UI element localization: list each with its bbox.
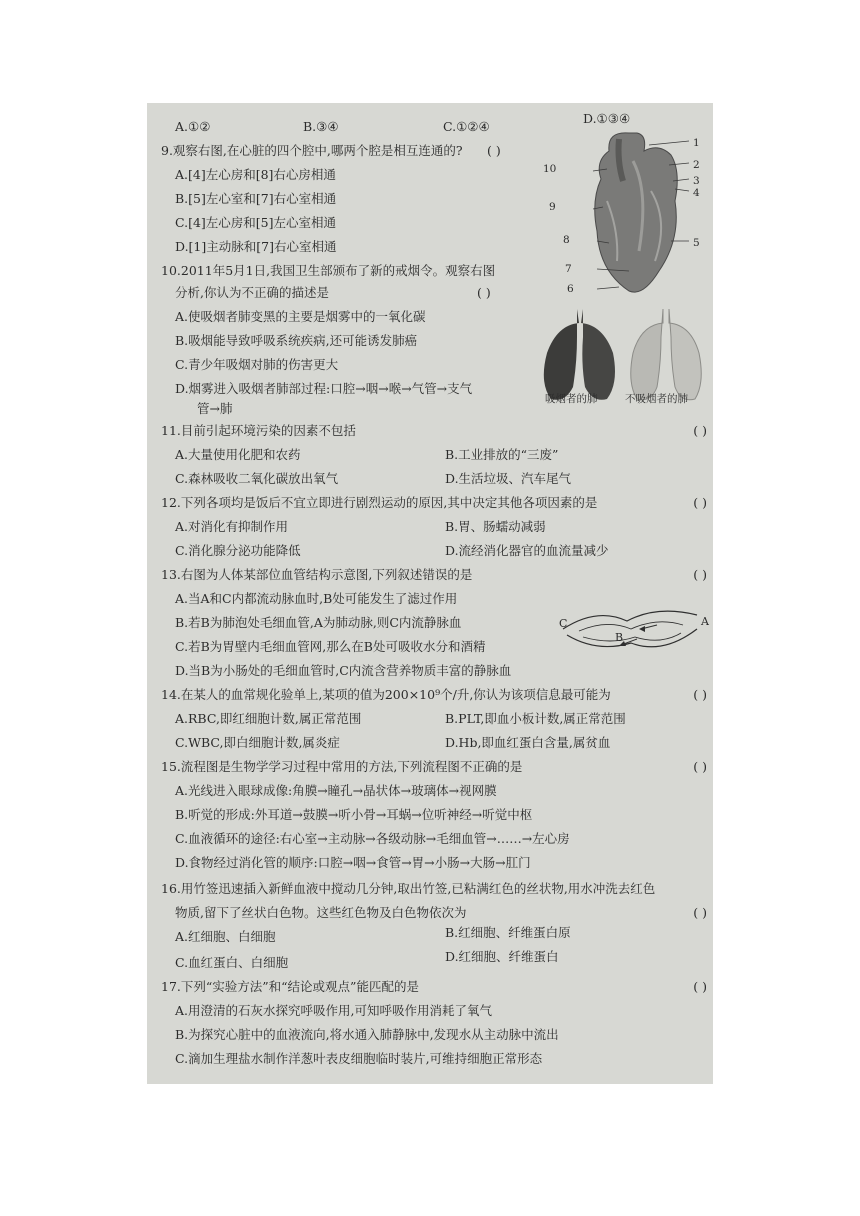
- answer-paren: ( ): [693, 759, 707, 774]
- heart-label: 3: [693, 175, 700, 187]
- option: A.RBC,即红细胞计数,属正常范围: [175, 711, 362, 726]
- option: D.当B为小肠处的毛细血管时,C内流含营养物质丰富的静脉血: [175, 663, 512, 678]
- question-11-stem: 11.目前引起环境污染的因素不包括: [161, 423, 356, 438]
- option: C.滴加生理盐水制作洋葱叶表皮细胞临时装片,可维持细胞正常形态: [175, 1051, 543, 1066]
- option: C.[4]左心房和[5]左心室相通: [175, 215, 337, 230]
- answer-paren: ( ): [693, 423, 707, 438]
- option: C.若B为胃壁内毛细血管网,那么在B处可吸收水分和酒精: [175, 639, 486, 654]
- option: B.PLT,即血小板计数,属正常范围: [445, 711, 626, 726]
- option: C.血液循环的途径:右心室→主动脉→各级动脉→毛细血管→……→左心房: [175, 831, 570, 846]
- answer-paren: ( ): [693, 905, 707, 920]
- option: B.工业排放的“三废”: [445, 447, 559, 462]
- answer-paren: ( ): [693, 687, 707, 702]
- question-17-stem: 17.下列“实验方法”和“结论或观点”能匹配的是: [161, 979, 419, 994]
- option-cont: 管→肺: [197, 401, 233, 416]
- heart-label: 6: [567, 283, 574, 295]
- option: A.大量使用化肥和农药: [175, 447, 301, 462]
- question-10-stem: 10.2011年5月1日,我国卫生部颁布了新的戒烟令。观察右图: [161, 263, 496, 278]
- option: A.使吸烟者肺变黑的主要是烟雾中的一氧化碳: [175, 309, 426, 324]
- option: D.红细胞、纤维蛋白: [445, 949, 559, 964]
- option: C.消化腺分泌功能降低: [175, 543, 301, 558]
- option-b: B.③④: [303, 119, 339, 134]
- option: C.青少年吸烟对肺的伤害更大: [175, 357, 339, 372]
- option: C.WBC,即白细胞计数,属炎症: [175, 735, 340, 750]
- question-10-stem-cont: 分析,你认为不正确的描述是: [175, 285, 329, 300]
- option: A.光线进入眼球成像:角膜→瞳孔→晶状体→玻璃体→视网膜: [175, 783, 497, 798]
- option: A.[4]左心房和[8]右心房相通: [175, 167, 336, 182]
- vessel-label-a: A: [701, 615, 709, 628]
- option: D.食物经过消化管的顺序:口腔→咽→食管→胃→小肠→大肠→肛门: [175, 855, 531, 870]
- answer-paren: ( ): [693, 567, 707, 582]
- option: B.[5]左心室和[7]右心室相通: [175, 191, 337, 206]
- option: D.[1]主动脉和[7]右心室相通: [175, 239, 337, 254]
- option: B.听觉的形成:外耳道→鼓膜→听小骨→耳蜗→位听神经→听觉中枢: [175, 807, 533, 822]
- answer-paren: ( ): [477, 285, 491, 300]
- caption-nonsmoker-lung: 不吸烟者的肺: [625, 393, 688, 405]
- heart-label: 9: [549, 201, 556, 213]
- option: C.血红蛋白、白细胞: [175, 955, 289, 970]
- option: B.若B为肺泡处毛细血管,A为肺动脉,则C内流静脉血: [175, 615, 462, 630]
- heart-label: 5: [693, 237, 700, 249]
- exam-page: [147, 103, 713, 1084]
- heart-label: 8: [563, 234, 570, 246]
- option: B.红细胞、纤维蛋白原: [445, 925, 571, 940]
- vessel-label-b: B: [615, 631, 624, 644]
- heart-label: 1: [693, 137, 700, 149]
- answer-paren: ( ): [693, 979, 707, 994]
- option: D.流经消化器官的血流量减少: [445, 543, 609, 558]
- option: A.红细胞、白细胞: [175, 929, 276, 944]
- answer-paren: ( ): [487, 143, 501, 158]
- caption-smoker-lung: 吸烟者的肺: [545, 393, 598, 405]
- question-13-stem: 13.右图为人体某部位血管结构示意图,下列叙述错误的是: [161, 567, 473, 582]
- option: C.森林吸收二氧化碳放出氧气: [175, 471, 339, 486]
- question-9-stem: 9.观察右图,在心脏的四个腔中,哪两个腔是相互连通的?: [161, 143, 463, 158]
- option: D.烟雾进入吸烟者肺部过程:口腔→咽→喉→气管→支气: [175, 381, 473, 396]
- heart-diagram: [589, 131, 699, 299]
- option: D.生活垃圾、汽车尾气: [445, 471, 572, 486]
- option-c: C.①②④: [443, 119, 490, 134]
- option-d: D.①③④: [583, 111, 631, 126]
- option: D.Hb,即血红蛋白含量,属贫血: [445, 735, 611, 750]
- lungs-image: [537, 303, 707, 405]
- vessel-label-c: C: [559, 617, 568, 630]
- option: B.为探究心脏中的血液流向,将水通入肺静脉中,发现水从主动脉中流出: [175, 1027, 559, 1042]
- heart-label: 7: [565, 263, 572, 275]
- option-a: A.①②: [175, 119, 211, 134]
- option: A.当A和C内都流动脉血时,B处可能发生了滤过作用: [175, 591, 458, 606]
- answer-paren: ( ): [693, 495, 707, 510]
- heart-label: 2: [693, 159, 700, 171]
- question-12-stem: 12.下列各项均是饭后不宜立即进行剧烈运动的原因,其中决定其他各项因素的是: [161, 495, 598, 510]
- option: A.用澄清的石灰水探究呼吸作用,可知呼吸作用消耗了氧气: [175, 1003, 492, 1018]
- heart-label: 4: [693, 187, 700, 199]
- question-14-stem: 14.在某人的血常规化验单上,某项的值为200×10⁹个/升,你认为该项信息最可能为: [161, 687, 611, 702]
- question-16-stem: 16.用竹签迅速插入新鲜血液中搅动几分钟,取出竹签,已粘满红色的丝状物,用水冲洗去红色: [161, 881, 656, 896]
- option: A.对消化有抑制作用: [175, 519, 289, 534]
- question-15-stem: 15.流程图是生物学学习过程中常用的方法,下列流程图不正确的是: [161, 759, 523, 774]
- option: B.吸烟能导致呼吸系统疾病,还可能诱发肺癌: [175, 333, 418, 348]
- heart-label: 10: [543, 163, 557, 175]
- blood-vessel-diagram: [557, 595, 707, 659]
- question-16-stem-cont: 物质,留下了丝状白色物。这些红色物及白色物依次为: [175, 905, 467, 920]
- option: B.胃、肠蠕动减弱: [445, 519, 546, 534]
